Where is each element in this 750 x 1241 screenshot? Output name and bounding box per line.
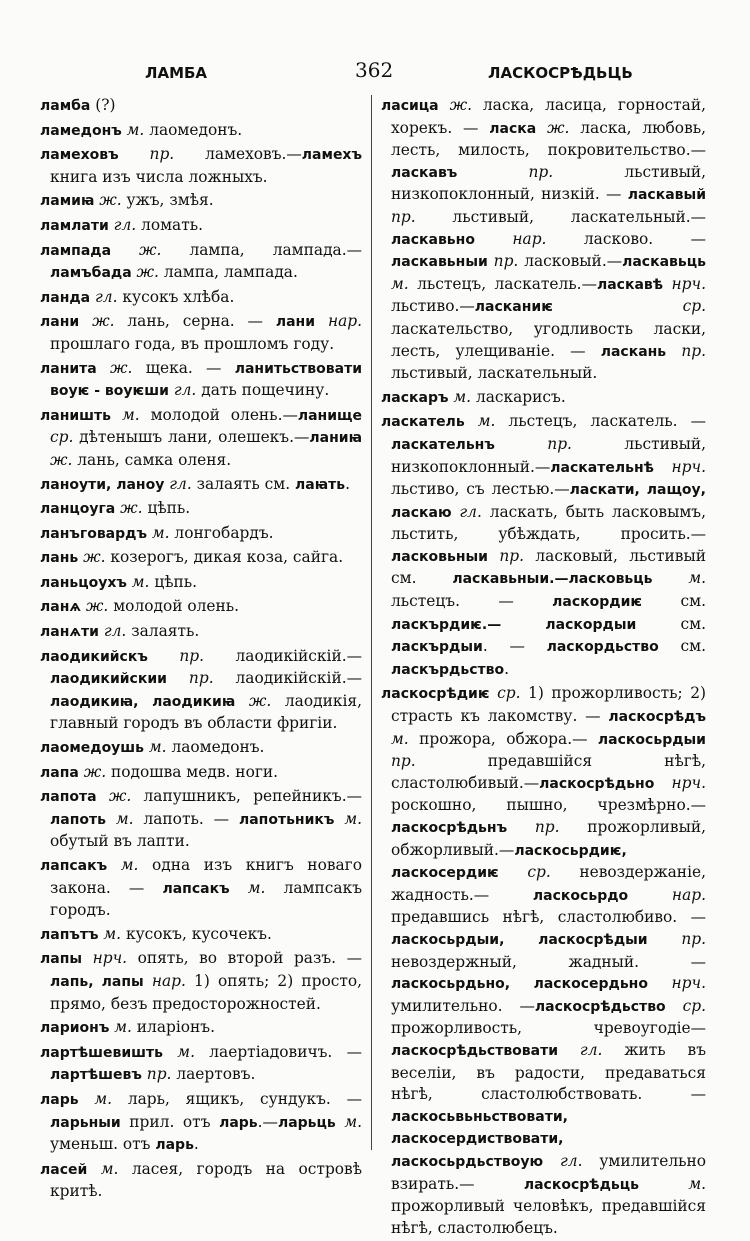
definition-text: предавшись нѣгѣ, сластолюбиво. — <box>391 908 706 927</box>
page-header <box>0 58 750 88</box>
headword: ламлати <box>40 217 109 234</box>
grammar-label: ж. <box>115 499 148 518</box>
definition-text: см. <box>642 592 706 611</box>
dictionary-entry <box>40 405 362 472</box>
grammar-label: пр. <box>391 207 453 226</box>
definition-text: лань, самка оленя. <box>77 450 232 469</box>
definition-text: ласкательство, угодливость ласки, лесть, улещиваніе. — <box>391 319 706 360</box>
definition-text: льстивый, низкопоклонный.— <box>391 434 706 476</box>
grammar-label: пр. <box>507 818 588 836</box>
grammar-label: ж. <box>79 312 128 331</box>
definition-text: ларь, ящикъ, сундукъ. — <box>127 1089 362 1108</box>
definition-text: лань, серна. — <box>127 312 276 331</box>
definition-text: лампа, лампада.— <box>189 240 363 259</box>
headword: лани <box>275 314 316 331</box>
headword: ласкавьныи.—ласковьць <box>452 571 653 588</box>
definition-text: книга изъ числа ложныхъ. <box>50 167 268 186</box>
grammar-label: нар. <box>628 885 706 904</box>
dictionary-entry <box>40 474 362 497</box>
dictionary-entry <box>381 411 706 681</box>
definition-text: одна изъ книгъ новаго закона. — <box>50 856 363 897</box>
definition-text: молодой олень. <box>113 597 240 616</box>
dictionary-entry <box>40 786 362 853</box>
dictionary-entry <box>40 924 362 947</box>
headword: ласкосьрдиѥ, ласкосердиѥ <box>391 842 627 882</box>
headword: ласкавый <box>627 187 706 204</box>
headword: лапа <box>40 764 79 781</box>
dictionary-entry <box>40 498 362 521</box>
grammar-label: м. <box>98 924 126 943</box>
definition-text: ласкарисъ. <box>475 387 566 406</box>
grammar-label: м. <box>107 856 152 874</box>
grammar-label: гл. <box>451 502 490 521</box>
headword: ланѧти <box>40 624 99 641</box>
definition-text: умилительно взирать.— <box>391 1151 706 1193</box>
dictionary-entry <box>40 358 362 403</box>
definition-text: льстецъ, ласкатель. — <box>508 412 706 431</box>
grammar-label: ж. <box>96 787 144 806</box>
definition-text: лаертовъ. <box>176 1065 256 1084</box>
definition-text: молодой олень.— <box>150 405 298 424</box>
grammar-label: гл. <box>558 1040 625 1059</box>
definition-text: лаодикія, главный городъ въ области фригіи. <box>50 691 363 733</box>
definition-text: лампсакъ городъ. <box>50 878 362 920</box>
definition-text: ласея, городъ на островѣ критѣ. <box>50 1159 363 1201</box>
definition-text: лонгобардъ. <box>174 523 274 542</box>
definition-text: лапоть. — <box>143 809 239 828</box>
definition-text: лаомедонъ. <box>149 120 243 139</box>
headword: ларьць <box>277 1114 336 1131</box>
definition-text: иларіонъ. <box>136 1018 215 1037</box>
headword: лаодикийскии <box>50 671 167 688</box>
definition-text: ласково. — <box>583 229 706 248</box>
headword: ласкань <box>600 343 667 360</box>
grammar-label: м. <box>334 809 363 828</box>
headword: ласкательнѣ <box>550 459 654 476</box>
definition-text: щека. — <box>145 358 235 377</box>
dictionary-entry <box>40 311 362 355</box>
headword: лапотьникъ <box>238 811 335 828</box>
grammar-label: м. <box>146 523 175 542</box>
headword: ласкаръ <box>381 389 449 406</box>
headword: ланьцоухъ <box>40 574 127 591</box>
dictionary-entry <box>40 646 362 735</box>
headword: ласкавѣ <box>596 276 664 293</box>
headword: ламиꙗ <box>40 193 95 210</box>
grammar-label: пр. <box>166 669 236 688</box>
definition-text: лаодикійскій.— <box>235 646 362 665</box>
grammar-label: ср. <box>489 684 529 703</box>
definition-text: подошва медв. ноги. <box>111 762 279 781</box>
definition-text: ласковый.— <box>524 252 623 271</box>
definition-text: . — <box>482 637 547 656</box>
headword: лартѣшевишть <box>40 1044 164 1061</box>
headword: ласковьныи <box>391 548 488 565</box>
definition-text: обутый въ лапти. <box>50 832 190 851</box>
grammar-label: гл. <box>543 1151 600 1170</box>
running-head-left: ЛАМБА <box>145 64 208 82</box>
grammar-label: ж. <box>94 191 127 210</box>
headword: ласей <box>40 1161 88 1178</box>
running-head-right: ЛАСКОСРѢДЬЦЬ <box>488 64 633 82</box>
definition-text: . <box>193 1135 199 1154</box>
grammar-label: ж. <box>96 358 146 377</box>
headword: ларь <box>155 1137 194 1154</box>
page-number: 362 <box>355 58 394 82</box>
definition-text: кусокъ, кусочекъ. <box>125 924 272 943</box>
headword: ласкавьць <box>622 254 706 271</box>
headword: лапы <box>40 951 83 968</box>
grammar-label: нрч. <box>647 974 706 993</box>
grammar-label: м. <box>87 1159 132 1178</box>
headword: лампада <box>40 242 112 259</box>
grammar-label: м. <box>335 1112 362 1131</box>
headword: ласкательнъ <box>391 436 495 453</box>
grammar-label: м. <box>105 809 144 828</box>
dictionary-entry <box>40 737 362 760</box>
grammar-label: ж. <box>111 240 190 259</box>
headword: ланѧ <box>40 599 82 616</box>
headword: ларьныи <box>50 1114 121 1131</box>
definition-text: . <box>345 474 351 493</box>
headword: ласкавьно <box>391 231 475 248</box>
definition-text: невоздержаніе, жадность.— <box>391 863 706 904</box>
headword: ласкосрѣдъ <box>608 709 706 726</box>
dictionary-entry <box>381 95 706 385</box>
dictionary-entry <box>40 621 362 644</box>
headword: ласкосрѣдьно <box>539 775 655 792</box>
definition-text: залаять. <box>131 622 200 641</box>
headword: ласкърдиѥ.— ласкордыи <box>391 616 637 633</box>
headword: ласкосьрдыи, ласкосрѣдыи <box>391 931 648 948</box>
definition-text: умилительно. — <box>391 996 535 1015</box>
definition-text: лаомедонъ. <box>171 738 265 757</box>
grammar-label: гл. <box>98 622 132 641</box>
definition-text: жить въ веселіи, въ радости, предаваться нѣгѣ, сластолюбствовать. — <box>391 1040 706 1104</box>
dictionary-entry <box>40 1089 362 1157</box>
dictionary-entry <box>40 95 362 118</box>
grammar-label: нар. <box>474 229 584 248</box>
headword: лаодикиꙗ, лаодикиꙗ <box>50 693 236 710</box>
definition-text: кусокъ хлѣба. <box>122 287 235 306</box>
grammar-label: пр. <box>457 162 625 181</box>
definition-text: .— <box>257 1112 278 1131</box>
grammar-label: пр. <box>666 341 706 360</box>
definition-text: невоздержный, жадный. — <box>391 952 706 971</box>
grammar-label: гл. <box>108 215 142 234</box>
headword: ланитьствовати воуѥ - воуѥши <box>50 360 363 400</box>
definition-text: дѣтенышъ лани, олешекъ.— <box>79 428 310 447</box>
definition-text: ласка, любовь, лесть, милость, покровительство.— <box>391 118 706 160</box>
headword: лаꙗть <box>295 476 346 493</box>
grammar-label: ж. <box>81 597 114 616</box>
grammar-label: м. <box>163 1042 210 1061</box>
grammar-label: нрч. <box>663 274 706 293</box>
dictionary-entry <box>40 762 362 785</box>
headword: лапсакъ <box>162 880 230 897</box>
grammar-label: нрч. <box>82 949 138 968</box>
headword: ласкосрѣдьць <box>523 1176 639 1193</box>
headword: ларионъ <box>40 1020 110 1037</box>
headword: ланоути, ланоу <box>40 476 165 493</box>
grammar-label: ср. <box>665 996 706 1015</box>
definition-text: роскошно, пышно, чрезмѣрно.— <box>391 796 706 815</box>
definition-text: 1) опять; 2) просто, прямо, безъ предосторожностей. <box>50 971 363 1013</box>
dictionary-entry <box>40 215 362 238</box>
grammar-label: м. <box>111 405 151 424</box>
headword: лапътъ <box>40 926 99 943</box>
headword: ламба <box>40 98 91 114</box>
headword: ларь <box>219 1114 258 1131</box>
definition-text: лаодикійскій.— <box>235 669 362 688</box>
definition-text: лапушникъ, репейникъ.— <box>143 787 362 806</box>
headword: лаодикийскъ <box>40 648 148 665</box>
definition-text: прожорливый человѣкъ, предавшійся нѣгѣ, сластолюбецъ. <box>391 1197 706 1237</box>
headword: ласкосьрдо <box>532 887 629 904</box>
headword: ламедонъ <box>40 122 122 139</box>
headword: ласкосрѣдиѥ <box>381 686 490 703</box>
headword: ласканиѥ <box>474 299 553 316</box>
definition-text: льстивый, низкопоклонный, низкій. — <box>391 162 706 204</box>
grammar-label: пр. <box>118 145 206 164</box>
grammar-label: гл. <box>164 474 197 493</box>
grammar-label: гл. <box>90 287 123 306</box>
grammar-label: нрч. <box>654 773 706 792</box>
headword: ласкавьныи <box>391 254 488 271</box>
definition-text: козерогъ, дикая коза, сайга. <box>110 548 344 567</box>
definition-text: 1) прожорливость; 2) страсть къ лакомству. — <box>391 684 706 726</box>
headword: ласкосрѣдьство <box>534 998 666 1015</box>
headword: ласкатель <box>381 414 465 431</box>
grammar-label: нар. <box>315 312 363 331</box>
definition-text: цѣпь. <box>154 572 198 591</box>
grammar-label: ж. <box>131 263 164 282</box>
definition-text: льстецъ. — <box>391 592 553 611</box>
grammar-label: ср. <box>50 428 80 447</box>
headword: ланище <box>297 407 363 424</box>
headword: ламехъ <box>301 147 362 164</box>
definition-text: прожорливость, чревоугодіе— <box>391 1019 706 1038</box>
dictionary-entry <box>40 855 362 922</box>
definition-text: льстиво.— <box>391 297 475 316</box>
grammar-label: пр. <box>647 929 706 948</box>
grammar-label: ж. <box>50 450 78 469</box>
grammar-label: м. <box>121 120 150 139</box>
definition-text: ужъ, змѣя. <box>126 191 214 210</box>
grammar-label: м. <box>126 572 155 591</box>
definition-text: ламеховъ.— <box>205 145 302 164</box>
dictionary-entry <box>40 240 362 285</box>
grammar-label: ж. <box>235 691 285 710</box>
grammar-label: м. <box>78 1089 128 1108</box>
grammar-label: м. <box>464 412 509 431</box>
grammar-label: м. <box>109 1018 137 1037</box>
headword: ланда <box>40 289 91 306</box>
grammar-label: ж. <box>438 96 483 114</box>
dictionary-entry <box>381 683 706 1239</box>
grammar-label: ср. <box>498 863 580 882</box>
headword: ласкордьство <box>546 639 659 656</box>
headword: ланита <box>40 360 97 377</box>
dictionary-entry <box>40 1042 362 1087</box>
grammar-label: пр. <box>487 546 536 565</box>
dictionary-entry <box>40 287 362 310</box>
definition-text: прожора, обжора.— <box>419 729 598 748</box>
grammar-label: м. <box>448 387 476 406</box>
dictionary-entry <box>40 144 362 188</box>
grammar-label: пр. <box>487 252 525 271</box>
headword: ласка <box>489 120 537 137</box>
definition-text: ласка, ласица, горностай, хорекъ. — <box>391 96 706 137</box>
right-column <box>381 95 706 1241</box>
headword: ласкърдьство <box>391 661 505 678</box>
dictionary-entry <box>40 547 362 570</box>
headword: лапсакъ <box>40 858 108 874</box>
definition-text: дать пощечину. <box>201 381 330 400</box>
headword: ласкати, лащоу, ласкаю <box>391 482 706 521</box>
definition-text: . <box>504 659 509 678</box>
headword: ламеховъ <box>40 147 119 164</box>
definition-text: ласковый, льстивый см. <box>391 546 706 588</box>
definition-text: цѣпь. <box>147 499 191 518</box>
grammar-label: м. <box>639 1174 706 1193</box>
left-column <box>40 95 362 1205</box>
grammar-label: ж. <box>536 118 581 137</box>
definition-text: см. <box>658 637 706 656</box>
definition-text: лампа, лампада. <box>163 263 298 282</box>
headword: лань <box>40 550 79 567</box>
dictionary-entry <box>40 1017 362 1040</box>
grammar-label: пр. <box>494 434 625 453</box>
headword: лапь, лапы <box>50 973 144 990</box>
dictionary-entry <box>40 190 362 213</box>
headword: лапота <box>40 789 97 806</box>
headword: ланишть <box>40 407 112 424</box>
headword: ласкърдыи <box>391 639 483 656</box>
headword: ласица <box>381 98 439 114</box>
headword: ласкосрѣдьствовати <box>391 1042 559 1059</box>
headword: ласкордиѥ <box>552 594 643 611</box>
definition-text: льстиво, съ лестью.— <box>391 480 570 499</box>
grammar-label: нар. <box>143 971 195 990</box>
headword: лапоть <box>50 811 106 828</box>
dictionary-entry <box>40 572 362 595</box>
definition-text: см. <box>636 614 706 633</box>
definition-text: льстивый, ласкательный. <box>391 364 598 383</box>
definition-text: ласкать, быть ласковымъ, льстить, убѣждать, просить.— <box>391 502 706 544</box>
grammar-label: м. <box>391 729 420 748</box>
definition-text: льстецъ, ласкатель.— <box>417 274 597 293</box>
headword: лартѣшевъ <box>50 1067 142 1084</box>
grammar-label: пр. <box>391 752 488 771</box>
headword: ласкосьвьньствовати, ласкосердиствовати, ласкосьрдьствоую <box>391 1108 568 1170</box>
grammar-label: м. <box>229 878 284 897</box>
headword: лаомедоушь <box>40 740 145 757</box>
dictionary-entry <box>40 948 362 1015</box>
definition-text: опять, во второй разъ. — <box>137 949 362 968</box>
definition-text: льстивый, ласкательный.— <box>452 207 706 226</box>
dictionary-entry <box>40 523 362 546</box>
grammar-label: м. <box>144 738 172 757</box>
definition-text: залаять см. <box>196 474 296 493</box>
grammar-label: м. <box>391 274 418 293</box>
definition-text: прожорливый, обжорливый.— <box>391 818 706 859</box>
definition-text: уменьш. отъ <box>50 1135 156 1154</box>
dictionary-entry <box>40 1159 362 1203</box>
definition-text: лаертіадовичъ. — <box>209 1042 362 1061</box>
grammar-label: ж. <box>78 762 111 781</box>
grammar-label: пр. <box>141 1065 177 1084</box>
definition-text: ломать. <box>141 215 204 234</box>
definition-text: прил. отъ <box>120 1112 220 1131</box>
headword: ларь <box>40 1091 79 1108</box>
grammar-label: м. <box>652 569 706 588</box>
definition-text: предавшійся нѣгѣ, сластолюбивый.— <box>391 752 706 792</box>
headword: ласкосьрдьно, ласкосердьно <box>391 976 648 993</box>
dictionary-entry <box>40 596 362 619</box>
headword: ланъговардъ <box>40 525 147 542</box>
column-divider <box>371 95 372 1150</box>
headword: лани <box>40 314 80 331</box>
grammar-label: ж. <box>78 548 111 567</box>
definition-text: (?) <box>90 96 116 114</box>
headword: ламъбада <box>50 265 132 282</box>
headword: ласкосьрдыи <box>597 731 706 748</box>
definition-text: прошлаго года, въ прошломъ году. <box>50 334 335 353</box>
headword: ласкосрѣдьнъ <box>391 820 508 836</box>
headword: ласкавъ <box>391 164 458 181</box>
headword: ланцоуга <box>40 501 116 518</box>
grammar-label: нрч. <box>653 457 706 476</box>
dictionary-entry <box>381 387 706 410</box>
headword: ланиꙗ <box>309 430 362 447</box>
dictionary-entry <box>40 120 362 143</box>
grammar-label: гл. <box>168 381 202 400</box>
grammar-label: ср. <box>552 297 706 316</box>
grammar-label: пр. <box>147 646 236 665</box>
